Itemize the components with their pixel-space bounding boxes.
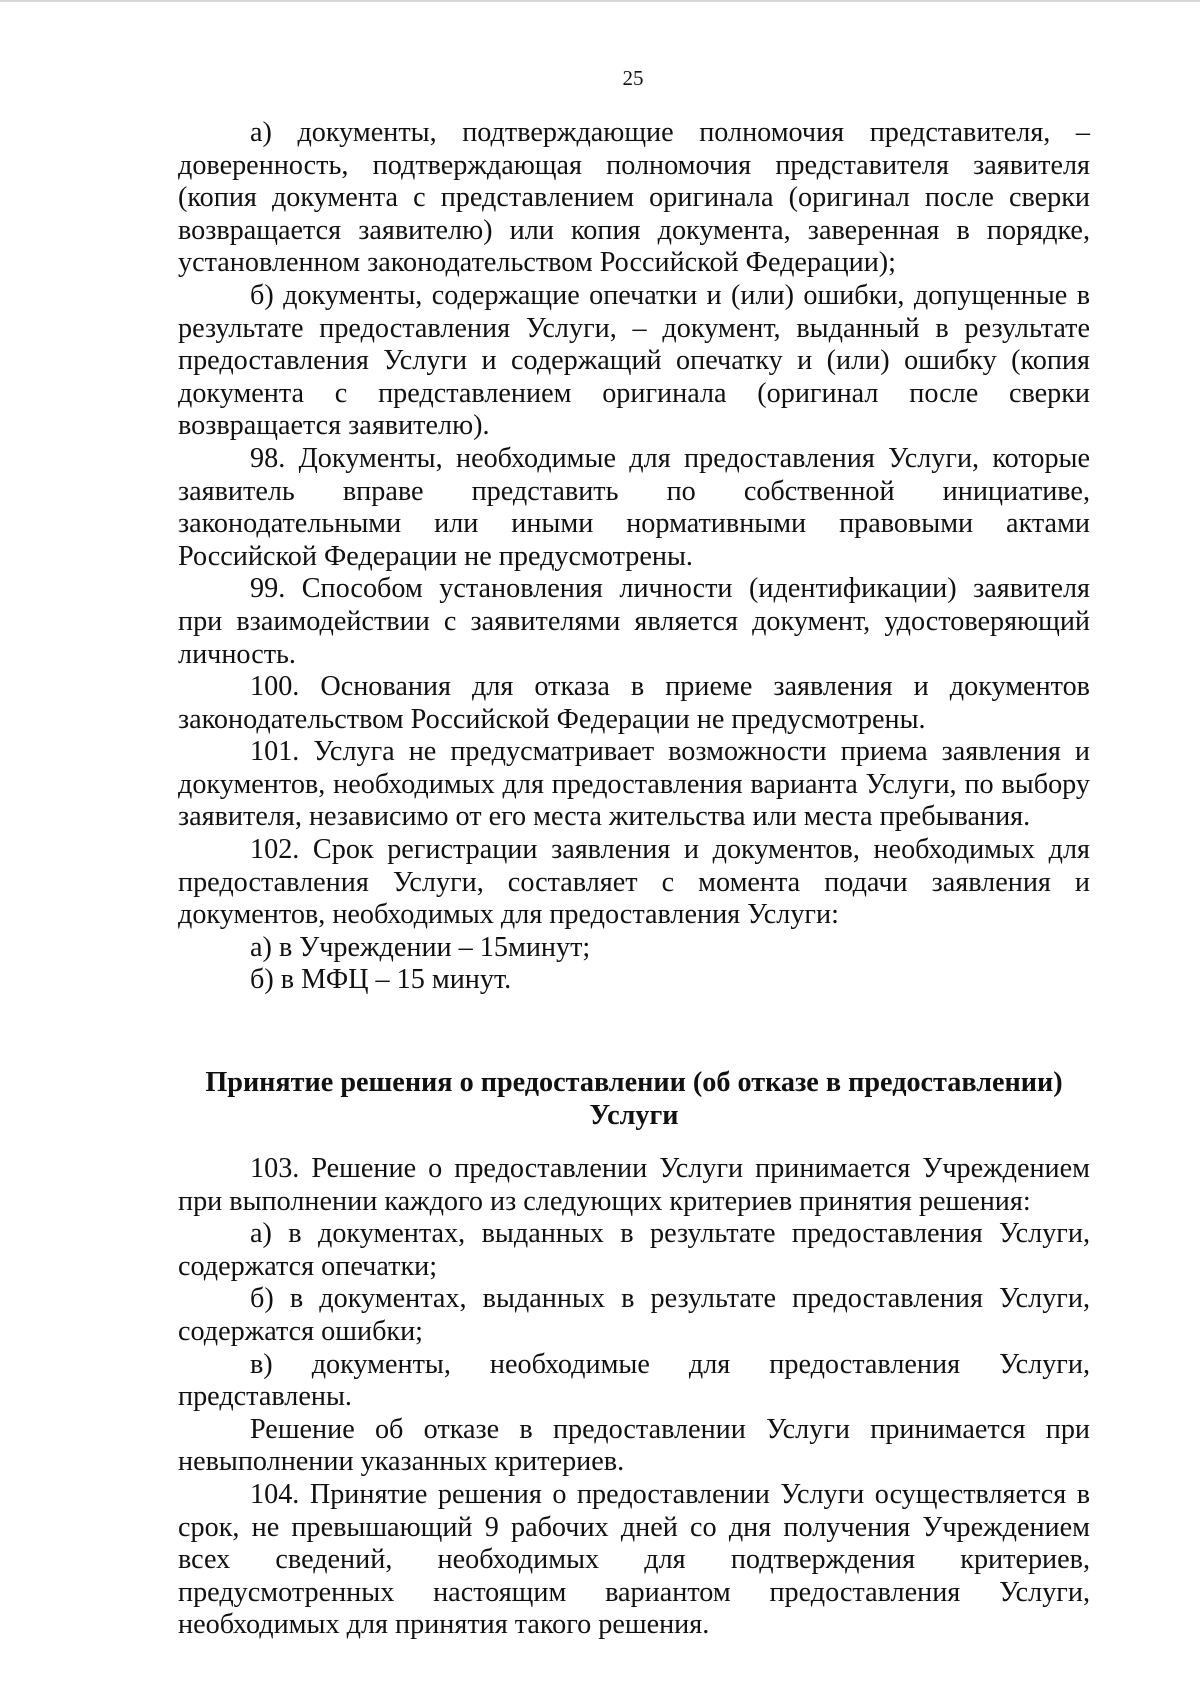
paragraph-97b: б) документы, содержащие опечатки и (или) ошибки, допущенные в результате предоставления Услуги, – документ, выданный в результате предоставления Услуги и содержащий опечатку и (или) ошибку (копия документа с представлением оригинала (оригинал после сверки возвращается заявителю). bbox=[178, 279, 1090, 442]
scan-top-edge bbox=[0, 0, 1200, 2]
paragraph-97a: а) документы, подтверждающие полномочия представителя, – доверенность, подтверждающая полномочия представителя заявителя (копия документа с представлением оригинала (оригинал после сверки возвращается заявителю) или копия документа, заверенная в порядке, установленном законодательством Российской Федерации); bbox=[178, 117, 1090, 279]
paragraph-102: 102. Срок регистрации заявления и документов, необходимых для предоставления Услуги, составляет с момента подачи заявления и документов, необходимых для предоставления Услуги: bbox=[178, 834, 1090, 931]
paragraph-99: 99. Способом установления личности (идентификации) заявителя при взаимодействии с заявителями является документ, удостоверяющий личность. bbox=[178, 573, 1090, 670]
paragraph-102b: б) в МФЦ – 15 минут. bbox=[250, 964, 512, 996]
paragraph-104: 104. Принятие решения о предоставлении Услуги осуществляется в срок, не превышающий 9 рабочих дней со дня получения Учреждением всех сведений, необходимых для подтверждения критериев, предусмотренных настоящим вариантом предоставления Услуги, необходимых для принятия такого решения. bbox=[178, 1478, 1090, 1641]
paragraph-98: 98. Документы, необходимые для предоставления Услуги, которые заявитель вправе представить по собственной инициативе, законодательными или иными нормативными правовыми актами Российской Федерации не предусмотрены. bbox=[178, 442, 1090, 572]
paragraph-100: 100. Основания для отказа в приеме заявления и документов законодательством Российской Федерации не предусмотрены. bbox=[178, 671, 1090, 735]
body-text-bottom bbox=[178, 1153, 1090, 1642]
paragraph-103c: в) документы, необходимые для предоставления Услуги, представлены. bbox=[178, 1348, 1090, 1413]
paragraph-103b: б) в документах, выданных в результате предоставления Услуги, содержатся ошибки; bbox=[178, 1283, 1090, 1347]
paragraph-101: 101. Услуга не предусматривает возможности приема заявления и документов, необходимых для предоставления варианта Услуги, по выбору заявителя, независимо от его места жительства или места пребывания. bbox=[178, 736, 1090, 833]
page-number: 25 bbox=[622, 66, 644, 90]
section-heading: Принятие решения о предоставлении (об отказе в предоставлении) Услуги bbox=[205, 1067, 1063, 1131]
paragraph-103a: а) в документах, выданных в результате предоставления Услуги, содержатся опечатки; bbox=[178, 1218, 1090, 1282]
paragraph-refusal: Решение об отказе в предоставлении Услуги принимается при невыполнении указанных критериев. bbox=[178, 1413, 1090, 1478]
paragraph-103: 103. Решение о предоставлении Услуги принимается Учреждением при выполнении каждого из следующих критериев принятия решения: bbox=[178, 1153, 1090, 1217]
body-text-top bbox=[178, 117, 1090, 997]
paragraph-102a: а) в Учреждении – 15минут; bbox=[250, 931, 591, 963]
